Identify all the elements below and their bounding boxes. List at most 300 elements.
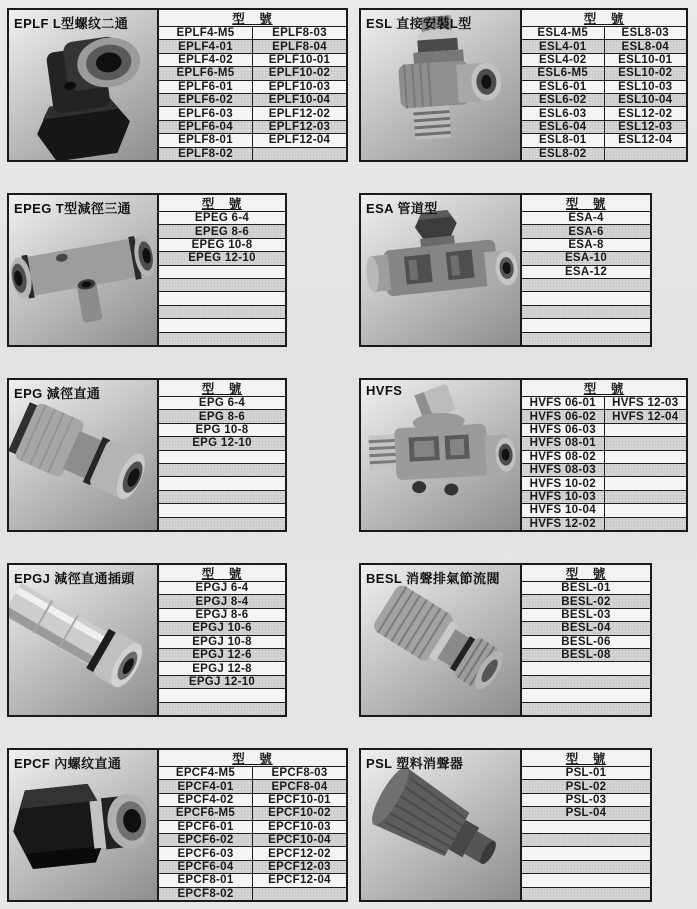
model-cell [159, 464, 285, 476]
model-cell: ESA-8 [568, 239, 604, 252]
model-cell [159, 477, 285, 489]
model-row [159, 594, 285, 607]
model-cell: EPCF12-04 [252, 874, 346, 886]
model-row [159, 291, 285, 304]
model-cell [252, 888, 346, 900]
model-table-esa [522, 193, 652, 347]
model-cell: EPLF6-01 [178, 80, 233, 93]
model-row [159, 887, 346, 900]
model-row [159, 779, 346, 792]
model-cell: EPLF10-03 [252, 81, 346, 93]
model-cell: PSL-01 [565, 767, 607, 780]
model-cell: ESL10-03 [604, 81, 687, 93]
model-cell: EPCF10-01 [252, 794, 346, 806]
model-row [522, 621, 650, 634]
model-cell: EPLF8-01 [178, 134, 233, 147]
model-row [522, 423, 686, 436]
model-cell: EPGJ 10-6 [192, 622, 252, 635]
model-cell: ESL10-04 [604, 94, 687, 106]
model-row [159, 423, 285, 436]
model-cell: EPCF10-04 [252, 834, 346, 846]
model-row [522, 581, 650, 594]
product-photo-besl [359, 563, 522, 717]
product-photo-epcf [7, 748, 159, 902]
model-cell [522, 279, 650, 291]
model-row [522, 806, 650, 819]
model-cell: EPG 8-6 [198, 410, 246, 423]
model-cell: EPCF4-M5 [175, 767, 236, 780]
model-cell: HVFS 08-02 [529, 450, 596, 463]
model-row [522, 251, 650, 264]
model-row [159, 608, 285, 621]
model-row [522, 396, 686, 409]
model-row [522, 211, 650, 224]
model-cell: EPLF8-04 [252, 40, 346, 52]
model-row [522, 318, 650, 331]
model-header: 型 號 [565, 752, 607, 766]
model-row [159, 675, 285, 688]
model-cell: ESA-12 [564, 265, 608, 278]
product-block-eplf [7, 8, 348, 162]
model-row [522, 66, 686, 79]
model-cell: EPG 10-8 [195, 424, 249, 437]
model-cell [159, 504, 285, 516]
model-cell [159, 279, 285, 291]
model-cell: EPLF6-03 [178, 107, 233, 120]
model-cell [522, 703, 650, 715]
model-cell: PSL-04 [565, 807, 607, 820]
model-row [522, 766, 650, 779]
model-cell [159, 306, 285, 318]
model-table-eplf [159, 8, 348, 162]
model-cell: EPLF4-01 [178, 40, 233, 53]
product-block-esa [359, 193, 688, 347]
model-row [159, 517, 285, 530]
model-row [522, 820, 650, 833]
model-cell [522, 662, 650, 674]
model-cell: HVFS 12-04 [604, 410, 687, 422]
model-cell: EPLF10-02 [252, 67, 346, 79]
model-cell: HVFS 10-02 [529, 477, 596, 490]
model-cell: EPLF8-03 [252, 27, 346, 39]
model-cell [159, 491, 285, 503]
model-header: 型 號 [565, 197, 607, 211]
model-cell [159, 451, 285, 463]
model-row [159, 860, 346, 873]
model-cell: EPLF12-03 [252, 121, 346, 133]
product-photo-epeg [7, 193, 159, 347]
model-cell: EPG 6-4 [198, 397, 246, 410]
model-row [159, 211, 285, 224]
model-cell: ESL6-03 [539, 107, 587, 120]
model-cell: EPLF10-04 [252, 94, 346, 106]
model-table-epg [159, 378, 287, 532]
model-cell [522, 306, 650, 318]
model-cell: EPCF10-02 [252, 807, 346, 819]
model-row [522, 594, 650, 607]
model-cell: HVFS 06-01 [529, 397, 596, 410]
model-cell: EPGJ 12-6 [192, 649, 252, 662]
product-photo-eplf [7, 8, 159, 162]
model-cell [522, 333, 650, 345]
model-row [522, 635, 650, 648]
model-row [522, 238, 650, 251]
model-row [159, 581, 285, 594]
model-cell: ESA-6 [568, 225, 604, 238]
model-row [522, 39, 686, 52]
model-cell: ESL6-M5 [537, 67, 589, 80]
model-table-epeg [159, 193, 287, 347]
product-photo-epg [7, 378, 159, 532]
model-row [159, 278, 285, 291]
model-row [522, 278, 650, 291]
model-cell [522, 821, 650, 833]
model-cell: EPGJ 6-4 [195, 582, 249, 595]
model-row [159, 106, 346, 119]
model-rows [522, 211, 650, 345]
model-cell: PSL-03 [565, 794, 607, 807]
model-cell: EPEG 10-8 [191, 239, 253, 252]
model-cell: EPCF12-03 [252, 861, 346, 873]
model-row [522, 688, 650, 701]
catalog-grid [7, 8, 689, 902]
model-cell: ESL12-03 [604, 121, 687, 133]
model-row [159, 305, 285, 318]
product-title: PSL 塑料消聲器 [366, 756, 464, 771]
model-row [522, 436, 686, 449]
model-cell: EPCF6-04 [177, 861, 234, 874]
model-cell [604, 518, 687, 530]
product-block-epgj [7, 563, 348, 717]
model-rows [159, 211, 285, 345]
product-block-besl [359, 563, 688, 717]
esl-speed-controller-image [361, 10, 520, 160]
model-cell: ESL12-04 [604, 134, 687, 146]
model-row [522, 26, 686, 39]
model-table-epgj [159, 563, 287, 717]
model-cell [522, 834, 650, 846]
product-title: EPGJ 減徑直通插頭 [14, 571, 135, 586]
model-cell: EPGJ 8-6 [195, 609, 249, 622]
model-cell [604, 477, 687, 489]
model-row [159, 251, 285, 264]
product-photo-esl [359, 8, 522, 162]
model-cell: BESL-06 [561, 635, 611, 648]
product-title: ESL 直接安裝L型 [366, 16, 472, 31]
model-row [159, 476, 285, 489]
model-cell: HVFS 06-03 [529, 424, 596, 437]
model-cell [604, 491, 687, 503]
model-row [522, 133, 686, 146]
model-cell: EPCF8-01 [177, 874, 234, 887]
model-cell: EPGJ 12-8 [192, 662, 252, 675]
model-cell: HVFS 06-02 [529, 410, 596, 423]
model-row [522, 476, 686, 489]
model-row [522, 53, 686, 66]
model-cell: ESL8-03 [604, 27, 687, 39]
model-cell [604, 451, 687, 463]
model-cell [522, 676, 650, 688]
model-cell: BESL-02 [561, 595, 611, 608]
model-cell: ESL4-M5 [537, 27, 589, 40]
model-row [159, 688, 285, 701]
model-row [159, 820, 346, 833]
model-cell: EPEG 8-6 [194, 225, 250, 238]
model-cell [522, 888, 650, 900]
epeg-tee-fitting-image [9, 195, 157, 345]
model-row [522, 450, 686, 463]
model-row [159, 661, 285, 674]
model-row [159, 806, 346, 819]
epg-reducer-union-image [9, 380, 157, 530]
model-cell: EPGJ 10-8 [192, 635, 252, 648]
model-row [159, 648, 285, 661]
model-row [522, 106, 686, 119]
model-cell [159, 266, 285, 278]
model-row [522, 887, 650, 900]
model-row [159, 766, 346, 779]
model-cell: ESL12-02 [604, 107, 687, 119]
product-title: EPEG T型減徑三通 [14, 201, 132, 216]
model-cell: ESL6-02 [539, 94, 587, 107]
product-photo-hvfs [359, 378, 522, 532]
model-cell [159, 333, 285, 345]
model-cell: EPLF6-04 [178, 121, 233, 134]
model-row [522, 291, 650, 304]
model-cell [522, 292, 650, 304]
model-row [522, 120, 686, 133]
product-title: HVFS [366, 383, 403, 398]
model-cell [604, 464, 687, 476]
model-row [522, 147, 686, 160]
model-table-esl [522, 8, 688, 162]
model-cell: ESL10-01 [604, 54, 687, 66]
model-row [522, 224, 650, 237]
model-cell: EPCF6-01 [177, 820, 234, 833]
model-row [159, 332, 285, 345]
product-block-epg [7, 378, 348, 532]
model-cell: ESL4-02 [539, 54, 587, 67]
model-header: 型 號 [565, 567, 607, 581]
model-cell: BESL-08 [561, 649, 611, 662]
model-cell: EPLF6-M5 [176, 67, 235, 80]
model-cell: EPLF4-02 [178, 54, 233, 67]
model-cell: BESL-03 [561, 609, 611, 622]
product-block-esl [359, 8, 688, 162]
model-row [159, 147, 346, 160]
product-block-psl [359, 748, 688, 902]
model-rows [159, 396, 285, 530]
model-cell: EPCF6-03 [177, 847, 234, 860]
product-title: EPG 減徑直通 [14, 386, 101, 401]
model-cell [522, 874, 650, 886]
model-cell: EPLF12-02 [252, 107, 346, 119]
model-rows [522, 26, 686, 160]
model-header: 型 號 [201, 382, 243, 396]
model-row [159, 621, 285, 634]
model-row [159, 80, 346, 93]
model-cell: EPCF4-01 [177, 780, 234, 793]
esa-inline-valve-image [361, 195, 520, 345]
model-cell: HVFS 10-04 [529, 504, 596, 517]
model-cell: HVFS 12-02 [529, 517, 596, 530]
model-cell [604, 148, 687, 160]
model-rows [159, 581, 285, 715]
model-row [522, 846, 650, 859]
model-rows [522, 766, 650, 900]
model-row [522, 702, 650, 715]
model-cell [159, 518, 285, 530]
model-row [159, 396, 285, 409]
model-row [159, 26, 346, 39]
model-rows [522, 396, 686, 530]
model-cell: EPGJ 12-10 [188, 676, 256, 689]
model-rows [159, 26, 346, 160]
model-row [159, 873, 346, 886]
model-cell: ESL8-01 [539, 134, 587, 147]
product-photo-esa [359, 193, 522, 347]
model-cell: EPLF8-02 [178, 147, 233, 160]
model-cell [522, 861, 650, 873]
model-row [159, 490, 285, 503]
model-cell: EPLF12-04 [252, 134, 346, 146]
model-row [522, 80, 686, 93]
model-row [159, 265, 285, 278]
model-cell: EPCF8-03 [252, 767, 346, 779]
epgj-plug-in-reducer-image [9, 565, 157, 715]
model-cell [159, 292, 285, 304]
model-row [159, 409, 285, 422]
model-row [522, 608, 650, 621]
model-row [522, 517, 686, 530]
model-cell [522, 689, 650, 701]
model-cell: ESL4-01 [539, 40, 587, 53]
model-cell: ESL10-02 [604, 67, 687, 79]
product-title: ESA 管道型 [366, 201, 438, 216]
model-cell: ESA-10 [564, 252, 608, 265]
model-cell: BESL-04 [561, 622, 611, 635]
model-cell: ESL8-02 [539, 147, 587, 160]
model-row [159, 120, 346, 133]
model-cell: EPG 12-10 [192, 437, 252, 450]
model-cell: EPCF12-02 [252, 847, 346, 859]
model-cell: ESL6-04 [539, 121, 587, 134]
model-cell: EPCF6-02 [177, 834, 234, 847]
model-table-hvfs [522, 378, 688, 532]
model-rows [522, 581, 650, 715]
model-table-besl [522, 563, 652, 717]
eplf-elbow-fitting-image [9, 10, 157, 160]
model-row [522, 409, 686, 422]
product-title: EPLF L型螺纹二通 [14, 16, 129, 31]
model-header: 型 號 [583, 12, 625, 26]
model-row [522, 661, 650, 674]
model-cell: EPLF6-02 [178, 94, 233, 107]
model-cell: EPEG 12-10 [188, 252, 256, 265]
product-photo-psl [359, 748, 522, 902]
model-cell: EPLF4-M5 [176, 27, 235, 40]
product-title: BESL 消聲排氣節流閥 [366, 571, 500, 586]
besl-exhaust-throttle-image [361, 565, 520, 715]
model-cell: EPCF8-04 [252, 780, 346, 792]
model-header: 型 號 [201, 197, 243, 211]
product-block-epeg [7, 193, 348, 347]
model-row [522, 305, 650, 318]
model-cell [159, 703, 285, 715]
product-photo-epgj [7, 563, 159, 717]
model-cell [252, 148, 346, 160]
model-row [159, 39, 346, 52]
model-header: 型 號 [201, 567, 243, 581]
model-table-psl [522, 748, 652, 902]
model-rows [159, 766, 346, 900]
model-cell [522, 319, 650, 331]
model-cell: EPCF10-03 [252, 821, 346, 833]
model-row [159, 635, 285, 648]
model-row [159, 436, 285, 449]
model-row [522, 503, 686, 516]
model-cell: BESL-01 [561, 582, 611, 595]
model-row [159, 238, 285, 251]
model-cell [604, 424, 687, 436]
model-row [159, 702, 285, 715]
model-cell: EPLF10-01 [252, 54, 346, 66]
model-row [522, 675, 650, 688]
model-row [522, 779, 650, 792]
model-table-epcf [159, 748, 348, 902]
model-row [522, 93, 686, 106]
model-cell [522, 847, 650, 859]
model-row [522, 860, 650, 873]
model-cell: EPEG 6-4 [194, 212, 250, 225]
product-block-epcf [7, 748, 348, 902]
hvfs-hand-valve-image [361, 380, 520, 530]
model-cell: HVFS 10-03 [529, 491, 596, 504]
product-title: EPCF 內螺纹直通 [14, 756, 122, 771]
model-cell: ESL8-04 [604, 40, 687, 52]
model-row [522, 833, 650, 846]
model-row [522, 490, 686, 503]
model-cell: PSL-02 [565, 780, 607, 793]
model-cell [159, 689, 285, 701]
product-block-hvfs [359, 378, 688, 532]
model-row [159, 133, 346, 146]
model-row [159, 318, 285, 331]
model-cell: HVFS 12-03 [604, 397, 687, 409]
model-cell: EPCF8-02 [177, 887, 234, 900]
model-cell: ESA-4 [568, 212, 604, 225]
model-row [522, 332, 650, 345]
model-header: 型 號 [232, 752, 273, 766]
model-cell [604, 504, 687, 516]
model-header: 型 號 [232, 12, 273, 26]
model-row [522, 463, 686, 476]
model-row [159, 463, 285, 476]
model-row [159, 450, 285, 463]
model-row [159, 66, 346, 79]
model-row [522, 265, 650, 278]
model-cell: HVFS 08-03 [529, 464, 596, 477]
model-row [159, 93, 346, 106]
model-row [159, 833, 346, 846]
model-cell: EPCF6-M5 [175, 807, 236, 820]
model-cell: ESL6-01 [539, 80, 587, 93]
model-row [522, 648, 650, 661]
psl-plastic-muffler-image [361, 750, 520, 900]
model-row [159, 846, 346, 859]
model-row [159, 793, 346, 806]
model-header: 型 號 [583, 382, 625, 396]
